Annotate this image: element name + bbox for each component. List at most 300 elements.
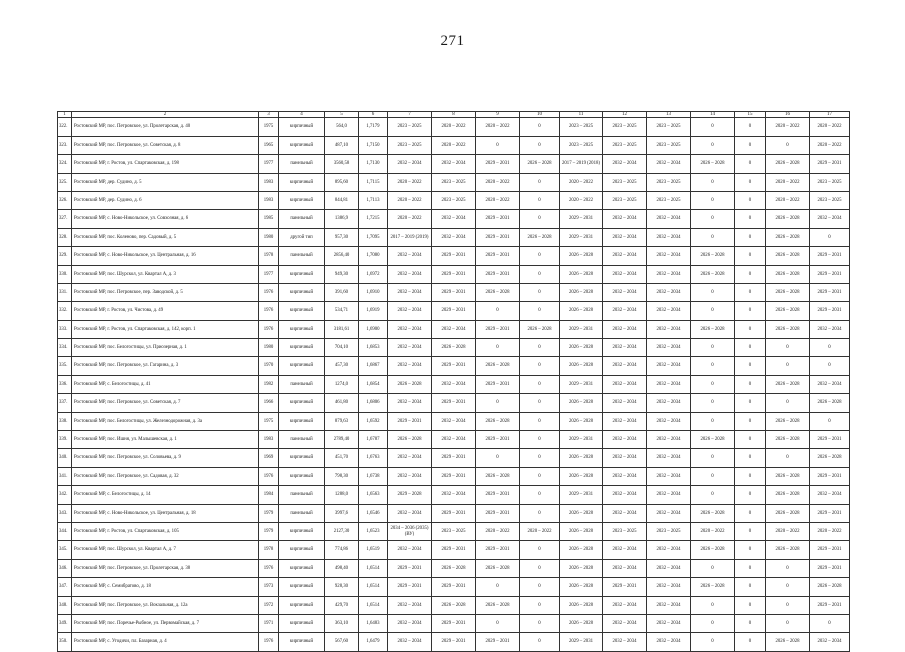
table-cell: 2026 – 2028	[476, 596, 520, 614]
table-cell: 2029 – 2031	[432, 633, 476, 651]
table-cell: 2026 – 2028	[560, 357, 603, 375]
table-cell: 0	[520, 173, 560, 191]
table-cell: 1,7095	[359, 228, 388, 246]
table-cell: 2026 – 2028	[432, 339, 476, 357]
table-cell: 0	[766, 596, 810, 614]
table-cell: 2032 – 2034	[603, 596, 647, 614]
table-cell: 2026 – 2028	[520, 228, 560, 246]
table-cell: 0	[520, 578, 560, 596]
table-cell: кирпичный	[279, 559, 325, 577]
table-cell: 2020 – 2022	[691, 523, 735, 541]
table-cell: 2020 – 2022	[810, 136, 850, 154]
table-cell: 2029 – 2031	[810, 155, 850, 173]
table-cell: 2032 – 2034	[647, 394, 691, 412]
address-cell: Ростовский МР, пос. Поречье-Рыбное, ул. Первомайская, д. 7	[72, 614, 259, 632]
table-cell: 1969	[259, 449, 279, 467]
table-cell: панельный	[279, 504, 325, 522]
table-cell: 0	[735, 155, 766, 173]
row-number-cell: 323.	[58, 136, 72, 154]
table-cell: панельный	[279, 155, 325, 173]
table-cell: 2020 – 2022	[388, 191, 432, 209]
table-cell: 2032 – 2034	[603, 467, 647, 485]
table-cell: кирпичный	[279, 596, 325, 614]
table-cell: 0	[810, 228, 850, 246]
column-number-cell: 3	[259, 112, 279, 118]
table-row	[58, 394, 850, 412]
table-cell: 0	[476, 578, 520, 596]
table-cell: другой тип	[279, 228, 325, 246]
address-cell: Ростовский МР, с. Угодичи, пл. Базарная, д. 4	[72, 633, 259, 651]
table-cell: 2029 – 2031	[603, 578, 647, 596]
table-cell: 3181,61	[325, 320, 359, 338]
table-cell: 0	[520, 136, 560, 154]
table-cell: 0	[520, 265, 560, 283]
table-cell: 2029 – 2028	[388, 486, 432, 504]
table-cell: 0	[520, 283, 560, 301]
table-cell: 2032 – 2034	[603, 504, 647, 522]
table-cell: 0	[735, 357, 766, 375]
table-cell: 2026 – 2028	[810, 578, 850, 596]
table-cell: 2026 – 2028	[520, 320, 560, 338]
table-cell: 0	[766, 614, 810, 632]
table-cell: 2026 – 2028	[691, 541, 735, 559]
table-cell: 2032 – 2034	[432, 210, 476, 228]
table-cell: 0	[520, 339, 560, 357]
table-cell: 2020 – 2022	[388, 173, 432, 191]
address-cell: Ростовский МР, с. Ново-Никольское, ул. Центральная, д. 18	[72, 504, 259, 522]
table-cell: 2026 – 2028	[766, 486, 810, 504]
table-cell: 1,7179	[359, 118, 388, 136]
table-cell: 1,6514	[359, 559, 388, 577]
table-cell: 2029 – 2031	[810, 247, 850, 265]
row-number-cell: 350.	[58, 633, 72, 651]
table-cell: 2029 – 2031	[476, 265, 520, 283]
table-row	[58, 357, 850, 375]
row-number-cell: 340.	[58, 449, 72, 467]
table-cell: 2020 – 2022	[560, 173, 603, 191]
address-cell: Ростовский МР, пос. Коленово, пер. Садовый, д. 5	[72, 228, 259, 246]
table-cell: 2026 – 2028	[560, 339, 603, 357]
table-cell: 0	[735, 210, 766, 228]
table-cell: 2026 – 2028	[432, 559, 476, 577]
table-cell: 2032 – 2034	[388, 394, 432, 412]
table-row	[58, 541, 850, 559]
table-cell: 2029 – 2031	[432, 541, 476, 559]
table-cell: 2023 – 2025	[647, 173, 691, 191]
table-cell: панельный	[279, 375, 325, 393]
table-cell: 1979	[259, 523, 279, 541]
table-cell: 2029 – 2031	[476, 633, 520, 651]
table-cell: 1975	[259, 412, 279, 430]
table-cell: 498,40	[325, 559, 359, 577]
table-cell: 2032 – 2034	[647, 449, 691, 467]
table-cell: 1,6523	[359, 523, 388, 541]
address-cell: Ростовский МР, г. Ростов, ул. Чистова, д. 49	[72, 302, 259, 320]
table-cell: 1983	[259, 191, 279, 209]
table-cell: 0	[735, 302, 766, 320]
table-cell: 1,6910	[359, 283, 388, 301]
table-cell: 2026 – 2028	[560, 449, 603, 467]
table-cell: 2029 – 2031	[432, 302, 476, 320]
table-row	[58, 504, 850, 522]
table-row	[58, 283, 850, 301]
row-number-cell: 331.	[58, 283, 72, 301]
address-cell: Ростовский МР, пос. Шурскол, ул. Квартал А, д. 3	[72, 265, 259, 283]
table-cell: 2032 – 2034	[647, 375, 691, 393]
table-cell: 2029 – 2031	[810, 302, 850, 320]
table-cell: 2029 – 2031	[476, 247, 520, 265]
table-row	[58, 431, 850, 449]
row-number-cell: 344.	[58, 523, 72, 541]
table-cell: 2032 – 2034	[388, 633, 432, 651]
table-cell: 2029 – 2031	[388, 559, 432, 577]
table-cell: 2032 – 2034	[603, 155, 647, 173]
table-cell: 2127,30	[325, 523, 359, 541]
table-cell: 0	[691, 394, 735, 412]
page-number: 271	[440, 33, 465, 49]
table-cell: 2032 – 2034	[647, 302, 691, 320]
row-number-cell: 324.	[58, 155, 72, 173]
table-cell: 2026 – 2028	[388, 431, 432, 449]
table-cell: 2032 – 2034	[603, 247, 647, 265]
column-number-cell: 7	[388, 112, 432, 118]
table-cell: 0	[735, 394, 766, 412]
address-cell: Ростовский МР, пос. Петровское, ул. Соловьева, д. 9	[72, 449, 259, 467]
table-cell: 0	[735, 191, 766, 209]
table-cell: 1,6563	[359, 486, 388, 504]
table-cell: 2032 – 2034	[603, 412, 647, 430]
table-cell: 2032 – 2034	[647, 155, 691, 173]
table-cell: 3560,58	[325, 155, 359, 173]
table-cell: 1288,0	[325, 486, 359, 504]
table-cell: 1,7215	[359, 210, 388, 228]
table-cell: 2026 – 2028	[766, 320, 810, 338]
address-cell: Ростовский МР, с. Ново-Никольское, ул. Центральная, д. 16	[72, 247, 259, 265]
table-cell: 2032 – 2034	[810, 633, 850, 651]
table-cell: 1,6972	[359, 265, 388, 283]
table-cell: 0	[520, 431, 560, 449]
table-cell: 2023 – 2025	[647, 136, 691, 154]
table-cell: 2032 – 2034	[388, 247, 432, 265]
table-cell: 2020 – 2022	[810, 118, 850, 136]
table-cell: 2029 – 2031	[476, 320, 520, 338]
table-cell: кирпичный	[279, 523, 325, 541]
table-cell: 0	[691, 228, 735, 246]
table-cell: 2032 – 2034	[647, 504, 691, 522]
table-cell: 0	[810, 357, 850, 375]
table-cell: 2032 – 2034	[388, 320, 432, 338]
table-cell: 2029 – 2031	[560, 228, 603, 246]
table-cell: 451,70	[325, 449, 359, 467]
table-cell: 0	[691, 486, 735, 504]
table-cell: 2026 – 2028	[766, 412, 810, 430]
table-cell: 2026 – 2028	[766, 375, 810, 393]
table-cell: 1972	[259, 596, 279, 614]
table-cell: 1,6514	[359, 578, 388, 596]
address-cell: Ростовский МР, дер. Судино, д. 5	[72, 173, 259, 191]
table-cell: 2026 – 2028	[476, 412, 520, 430]
table-cell: 0	[735, 173, 766, 191]
table-cell: 2026 – 2028	[766, 504, 810, 522]
table-cell: 2032 – 2034	[432, 486, 476, 504]
table-cell: 0	[766, 339, 810, 357]
table-cell: 2029 – 2031	[560, 633, 603, 651]
column-number-cell: 1	[58, 112, 72, 118]
table-cell: 2032 – 2034	[603, 559, 647, 577]
table-cell: 1970	[259, 357, 279, 375]
table-cell: 2032 – 2034	[647, 541, 691, 559]
table-cell: 2029 – 2031	[432, 467, 476, 485]
column-number-cell: 12	[603, 112, 647, 118]
table-cell: кирпичный	[279, 412, 325, 430]
table-cell: 2026 – 2028	[766, 210, 810, 228]
table-cell: 0	[520, 394, 560, 412]
column-number-cell: 8	[432, 112, 476, 118]
table-cell: 363,10	[325, 614, 359, 632]
table-cell: 0	[691, 357, 735, 375]
table-cell: 2026 – 2028	[810, 449, 850, 467]
row-number-cell: 329.	[58, 247, 72, 265]
table-cell: 2026 – 2028	[766, 228, 810, 246]
table-cell: 0	[520, 412, 560, 430]
table-cell: 1976	[259, 320, 279, 338]
table-cell: 1983	[259, 173, 279, 191]
table-cell: 0	[766, 578, 810, 596]
table-cell: 0	[810, 614, 850, 632]
table-cell: 457,30	[325, 357, 359, 375]
table-cell: 0	[735, 504, 766, 522]
table-cell: 0	[691, 559, 735, 577]
table-cell: 949,30	[325, 265, 359, 283]
table-cell: 2032 – 2034	[647, 559, 691, 577]
table-cell: 0	[520, 633, 560, 651]
table-cell: 2032 – 2034	[388, 155, 432, 173]
table-cell: 1,6479	[359, 633, 388, 651]
table-cell: 0	[476, 614, 520, 632]
address-cell: Ростовский МР, пос. Петровское, ул. Пролетарская, д. 38	[72, 559, 259, 577]
table-cell: 1979	[259, 504, 279, 522]
table-cell: 1,7080	[359, 247, 388, 265]
address-cell: Ростовский МР, г. Ростов, ул. Спартаковская, д. 198	[72, 155, 259, 173]
table-cell: 567,60	[325, 633, 359, 651]
table-cell: кирпичный	[279, 320, 325, 338]
table-cell: 2026 – 2028	[388, 375, 432, 393]
table-cell: 2026 – 2028	[560, 578, 603, 596]
row-number-cell: 337.	[58, 394, 72, 412]
table-cell: 1971	[259, 614, 279, 632]
table-cell: 0	[691, 210, 735, 228]
table-cell: 0	[476, 339, 520, 357]
table-cell: 2026 – 2028	[520, 155, 560, 173]
table-cell: 1,6514	[359, 596, 388, 614]
table-cell: 2032 – 2034	[647, 228, 691, 246]
table-cell: 2017 – 2019 (2019)	[388, 228, 432, 246]
address-cell: Ростовский МР, с. Белогостицы, д. 41	[72, 375, 259, 393]
table-cell: 2026 – 2028	[560, 247, 603, 265]
row-number-cell: 334.	[58, 339, 72, 357]
table-cell: кирпичный	[279, 449, 325, 467]
table-cell: 2026 – 2028	[432, 596, 476, 614]
table-cell: 2029 – 2031	[810, 504, 850, 522]
table-cell: 2020 – 2022	[766, 191, 810, 209]
table-cell: 0	[691, 633, 735, 651]
table-cell: 2032 – 2034	[388, 302, 432, 320]
table-cell: 2032 – 2034	[432, 412, 476, 430]
table-cell: 2032 – 2034	[432, 320, 476, 338]
table-cell: 2020 – 2022	[432, 136, 476, 154]
table-cell: 0	[476, 136, 520, 154]
table-cell: 1,6806	[359, 394, 388, 412]
table-cell: 0	[766, 559, 810, 577]
table-cell: 0	[691, 136, 735, 154]
table-cell: 1980	[259, 228, 279, 246]
table-cell: 2020 – 2022	[766, 523, 810, 541]
table-cell: 2029 – 2031	[432, 283, 476, 301]
column-number-cell: 6	[359, 112, 388, 118]
table-cell: 2026 – 2028	[691, 320, 735, 338]
table-cell: 2026 – 2028	[560, 504, 603, 522]
table-cell: 0	[691, 449, 735, 467]
table-cell: 0	[691, 375, 735, 393]
table-cell: 2032 – 2034	[647, 265, 691, 283]
table-cell: 429,70	[325, 596, 359, 614]
table-cell: 0	[520, 541, 560, 559]
row-number-cell: 338.	[58, 412, 72, 430]
table-cell: 2032 – 2034	[603, 449, 647, 467]
table-cell: 2023 – 2025	[647, 191, 691, 209]
row-number-cell: 325.	[58, 173, 72, 191]
table-cell: 0	[735, 578, 766, 596]
table-cell: 2026 – 2028	[766, 431, 810, 449]
table-cell: 2023 – 2025	[560, 136, 603, 154]
table-cell: 2032 – 2034	[647, 633, 691, 651]
row-number-cell: 332.	[58, 302, 72, 320]
table-cell: кирпичный	[279, 614, 325, 632]
table-cell: 2026 – 2028	[560, 559, 603, 577]
table-cell: 0	[735, 614, 766, 632]
table-cell: 0	[735, 118, 766, 136]
table-cell: 0	[691, 467, 735, 485]
table-cell: 2029 – 2031	[388, 412, 432, 430]
row-number-cell: 326.	[58, 191, 72, 209]
address-cell: Ростовский МР, с. Семибратово, д. 18	[72, 578, 259, 596]
table-cell: 1,6546	[359, 504, 388, 522]
table-cell: 0	[520, 596, 560, 614]
table-row	[58, 486, 850, 504]
table-cell: 534,71	[325, 302, 359, 320]
table-cell: 2029 – 2031	[432, 357, 476, 375]
table-cell: 0	[476, 302, 520, 320]
row-number-cell: 333.	[58, 320, 72, 338]
address-cell: Ростовский МР, с. Белогостицы, д. 14	[72, 486, 259, 504]
table-row	[58, 155, 850, 173]
table-cell: 2023 – 2025	[603, 136, 647, 154]
table-cell: 2032 – 2034	[647, 467, 691, 485]
row-number-cell: 347.	[58, 578, 72, 596]
address-cell: Ростовский МР, пос. Петровское, пер. Заводской, д. 5	[72, 283, 259, 301]
table-cell: 2029 – 2031	[810, 541, 850, 559]
table-cell: 2029 – 2031	[810, 596, 850, 614]
table-cell: 2029 – 2031	[432, 247, 476, 265]
row-number-cell: 348.	[58, 596, 72, 614]
table-cell: 1976	[259, 283, 279, 301]
table-cell: 2026 – 2028	[691, 431, 735, 449]
table-cell: 2032 – 2034	[647, 339, 691, 357]
table-row	[58, 578, 850, 596]
table-cell: 2023 – 2025	[388, 118, 432, 136]
table-cell: 2026 – 2028	[560, 302, 603, 320]
table-cell: 2032 – 2034	[810, 486, 850, 504]
table-cell: 2023 – 2025	[388, 136, 432, 154]
table-cell: 2023 – 2025	[810, 173, 850, 191]
table-cell: 2032 – 2034	[388, 467, 432, 485]
table-cell: 2023 – 2025	[603, 173, 647, 191]
row-number-cell: 346.	[58, 559, 72, 577]
table-cell: 0	[691, 412, 735, 430]
table-cell: 2029 – 2031	[476, 504, 520, 522]
table-cell: кирпичный	[279, 633, 325, 651]
table-cell: кирпичный	[279, 339, 325, 357]
table-row	[58, 467, 850, 485]
table-cell: 2029 – 2031	[560, 431, 603, 449]
table-cell: 2032 – 2034	[388, 541, 432, 559]
table-cell: 2032 – 2034	[647, 486, 691, 504]
table-cell: 2026 – 2028	[560, 412, 603, 430]
table-cell: 2023 – 2025	[603, 523, 647, 541]
table-cell: 2032 – 2034	[603, 614, 647, 632]
table-cell: 1976	[259, 633, 279, 651]
table-cell: 0	[735, 541, 766, 559]
table-row	[58, 265, 850, 283]
table-cell: кирпичный	[279, 173, 325, 191]
table-cell: 2026 – 2028	[560, 467, 603, 485]
column-number-cell: 5	[325, 112, 359, 118]
table-cell: 2029 – 2031	[476, 210, 520, 228]
table-cell: 1973	[259, 578, 279, 596]
table-cell: 0	[520, 210, 560, 228]
table-cell: 0	[735, 339, 766, 357]
table-cell: 2856,40	[325, 247, 359, 265]
table-cell: кирпичный	[279, 265, 325, 283]
table-cell: 0	[735, 523, 766, 541]
table-cell: 2029 – 2031	[476, 486, 520, 504]
table-cell: 0	[735, 136, 766, 154]
table-cell: 1386,9	[325, 210, 359, 228]
row-number-cell: 322.	[58, 118, 72, 136]
table-row	[58, 559, 850, 577]
row-number-cell: 335.	[58, 357, 72, 375]
address-cell: Ростовский МР, с. Ново-Никольское, ул. Совхозная, д. 6	[72, 210, 259, 228]
table-cell: кирпичный	[279, 394, 325, 412]
address-cell: Ростовский МР, г. Ростов, ул. Спартаковская, д. 105	[72, 523, 259, 541]
table-cell: кирпичный	[279, 191, 325, 209]
table-cell: 0	[810, 339, 850, 357]
table-cell: 1274,0	[325, 375, 359, 393]
table-cell: 2032 – 2034	[647, 357, 691, 375]
table-cell: 0	[766, 394, 810, 412]
table-cell: 2029 – 2031	[810, 283, 850, 301]
table-cell: 1977	[259, 155, 279, 173]
table-cell: 2032 – 2034	[388, 283, 432, 301]
table-row	[58, 412, 850, 430]
table-cell: 2020 – 2022	[432, 118, 476, 136]
table-cell: 1983	[259, 431, 279, 449]
table-cell: 0	[691, 614, 735, 632]
table-cell: 2020 – 2022	[560, 191, 603, 209]
table-cell: 1982	[259, 375, 279, 393]
table-cell: 2026 – 2028	[766, 247, 810, 265]
table-cell: 1,6787	[359, 431, 388, 449]
